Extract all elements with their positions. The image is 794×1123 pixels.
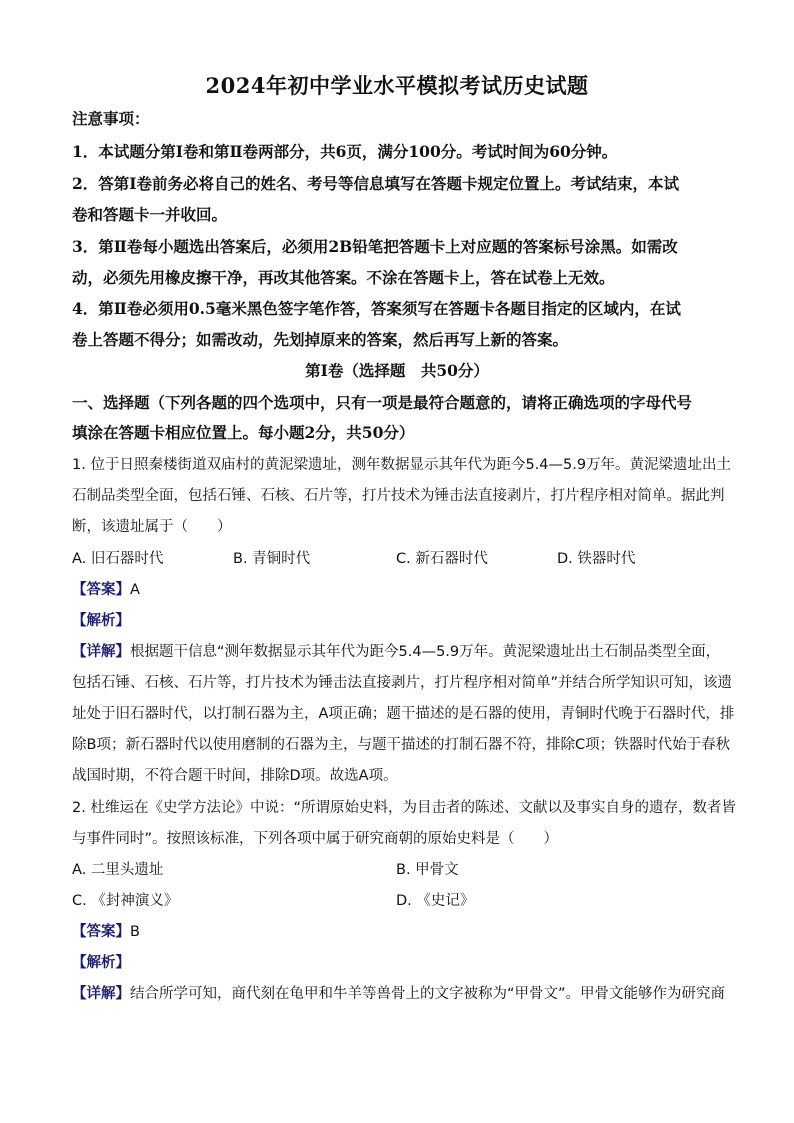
- answer-value: A: [130, 582, 140, 598]
- detail-text: 根据题干信息“测年数据显示其年代为距今5.4—5.9万年。黄泥梁遗址出土石制品类型全面，: [130, 644, 721, 660]
- question-1-answer: [72, 578, 732, 599]
- analysis-tag: 【解析】: [72, 955, 130, 971]
- question-1-detail: 除B项；新石器时代以使用磨制的石器为主，与题干描述的打制石器不符，排除C项；铁器时代始于春秋: [72, 737, 731, 753]
- notice-line: 动，必须先用橡皮擦干净，再改其他答案。不涂在答题卡上，答在试卷上无效。: [72, 268, 615, 287]
- notice-line: 4．第Ⅱ卷必须用0.5毫米黑色签字笔作答，答案须写在答题卡各题目指定的区域内，在试: [72, 299, 681, 318]
- question-1-detail: 址处于旧石器时代，以打制石器为主，A项正确；题干描述的是石器的使用，青铜时代晚于石器时代，排: [72, 706, 735, 722]
- answer-tag: 【答案】: [72, 924, 130, 940]
- section-title: 第Ⅰ卷（选择题 共50分）: [305, 361, 489, 380]
- question-1-detail: [72, 640, 732, 661]
- question-1-detail: 战国时期，不符合题干时间，排除D项。故选A项。: [72, 768, 398, 784]
- notice-line: 2．答第Ⅰ卷前务必将自己的姓名、考号等信息填写在答题卡规定位置上。考试结束，本试: [72, 174, 680, 193]
- detail-text: 结合所学可知，商代刻在龟甲和牛羊等兽骨上的文字被称为“甲骨文”。甲骨文能够作为研究商: [130, 986, 726, 1002]
- notice-line: 3．第Ⅱ卷每小题选出答案后，必须用2B铅笔把答题卡上对应题的答案标号涂黑。如需改: [72, 237, 678, 256]
- question-2-option-d: D. 《史记》: [396, 893, 475, 909]
- notice-line: 1．本试题分第Ⅰ卷和第Ⅱ卷两部分，共6页，满分100分。考试时间为60分钟。: [72, 142, 618, 161]
- question-2-option-b: B. 甲骨文: [396, 862, 459, 878]
- question-1-option-a: A. 旧石器时代: [72, 551, 164, 567]
- question-2-answer: [72, 920, 732, 941]
- question-2-detail: [72, 982, 732, 1003]
- detail-tag: 【详解】: [72, 644, 130, 660]
- question-2-stem: 2. 杜维运在《史学方法论》中说：“所谓原始史料，为目击者的陈述、文献以及事实自身的遗存，数者皆: [72, 800, 736, 816]
- answer-value: B: [130, 924, 140, 940]
- question-1-analysis: [72, 609, 732, 630]
- question-2-option-a: A. 二里头遗址: [72, 862, 164, 878]
- notice-line: 卷和答题卡一并收回。: [72, 205, 228, 224]
- detail-tag: 【详解】: [72, 986, 130, 1002]
- question-1-stem: 断，该遗址属于（ ）: [72, 519, 232, 535]
- notice-line: 卷上答题不得分；如需改动，先划掉原来的答案，然后再写上新的答案。: [72, 330, 569, 349]
- analysis-tag: 【解析】: [72, 613, 130, 629]
- question-1-option-b: B. 青铜时代: [233, 551, 311, 567]
- question-1-stem: 1. 位于日照秦楼街道双庙村的黄泥梁遗址，测年数据显示其年代为距今5.4—5.9万年。黄泥梁遗址出土: [72, 457, 732, 473]
- section-instructions: 一、选择题（下列各题的四个选项中，只有一项是最符合题意的，请将正确选项的字母代号: [72, 393, 693, 412]
- section-instructions: 填涂在答题卡相应位置上。每小题2分，共50分）: [72, 423, 415, 442]
- notice-heading: 注意事项：: [72, 109, 150, 128]
- question-1-stem: 石制品类型全面，包括石锤、石核、石片等，打片技术为锤击法直接剥片，打片程序相对简单。据此判: [72, 488, 725, 504]
- answer-tag: 【答案】: [72, 582, 130, 598]
- question-2-option-c: C. 《封神演义》: [72, 893, 179, 909]
- question-1-option-d: D. 铁器时代: [557, 551, 636, 567]
- question-2-analysis: [72, 951, 732, 972]
- question-1-detail: 包括石锤、石核、石片等，打片技术为锤击法直接剥片，打片程序相对简单”并结合所学知识可知，该遗: [72, 675, 733, 691]
- question-1-option-c: C. 新石器时代: [396, 551, 488, 567]
- exam-title: 2024年初中学业水平模拟考试历史试题: [205, 73, 589, 98]
- question-2-stem: 与事件同时”。按照该标准，下列各项中属于研究商朝的原始史料是（ ）: [72, 831, 559, 847]
